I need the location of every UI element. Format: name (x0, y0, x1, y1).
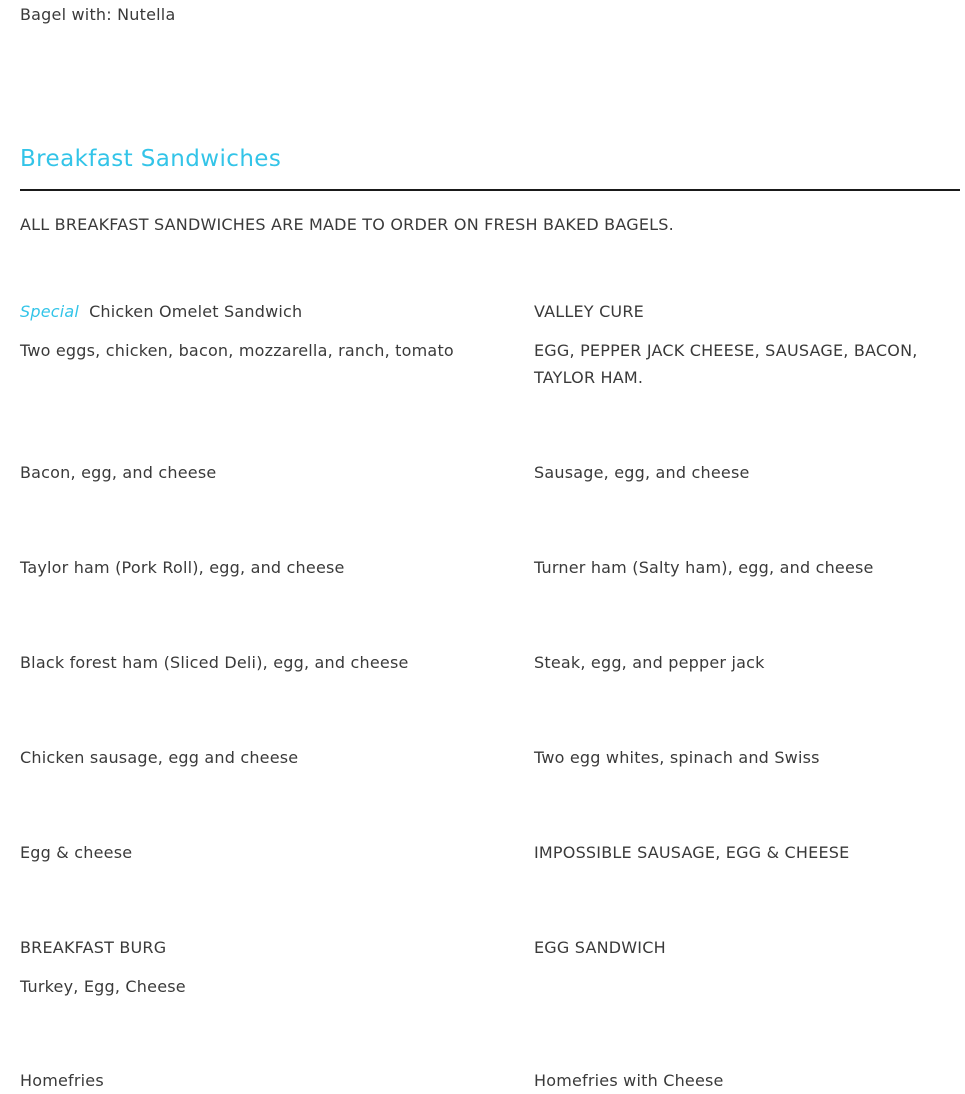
menu-item-description: EGG, PEPPER JACK CHEESE, SAUSAGE, BACON, TAYLOR HAM. (534, 341, 918, 387)
section-divider (20, 189, 960, 191)
menu-item-name: Sausage, egg, and cheese (534, 463, 750, 482)
menu-item-name: Bacon, egg, and cheese (20, 463, 217, 482)
menu-item-description: Turkey, Egg, Cheese (20, 977, 186, 996)
section-title: Breakfast Sandwiches (20, 146, 282, 172)
special-badge: Special (20, 302, 80, 321)
menu-item-name: IMPOSSIBLE SAUSAGE, EGG & CHEESE (534, 843, 850, 862)
menu-item-name: Egg & cheese (20, 843, 133, 862)
menu-item-name: Turner ham (Salty ham), egg, and cheese (534, 558, 874, 577)
menu-item-name: Homefries (20, 1071, 104, 1090)
menu-item-name: EGG SANDWICH (534, 938, 666, 957)
section-description: ALL BREAKFAST SANDWICHES ARE MADE TO ORDER ON FRESH BAKED BAGELS. (20, 215, 674, 234)
menu-item-description: Two eggs, chicken, bacon, mozzarella, ranch, tomato (20, 341, 454, 360)
previous-menu-item: Bagel with: Nutella (20, 5, 176, 24)
menu-item-name: BREAKFAST BURG (20, 938, 167, 957)
menu-item-name: Two egg whites, spinach and Swiss (534, 748, 820, 767)
menu-item-name: Taylor ham (Pork Roll), egg, and cheese (20, 558, 345, 577)
menu-item-name (20, 298, 302, 325)
menu-item-name: Chicken sausage, egg and cheese (20, 748, 299, 767)
menu-item-name: Black forest ham (Sliced Deli), egg, and cheese (20, 653, 409, 672)
menu-item-name: Homefries with Cheese (534, 1071, 724, 1090)
menu-item-title: Chicken Omelet Sandwich (89, 302, 303, 321)
menu-item-name: Steak, egg, and pepper jack (534, 653, 765, 672)
menu-item-name: VALLEY CURE (534, 302, 644, 321)
